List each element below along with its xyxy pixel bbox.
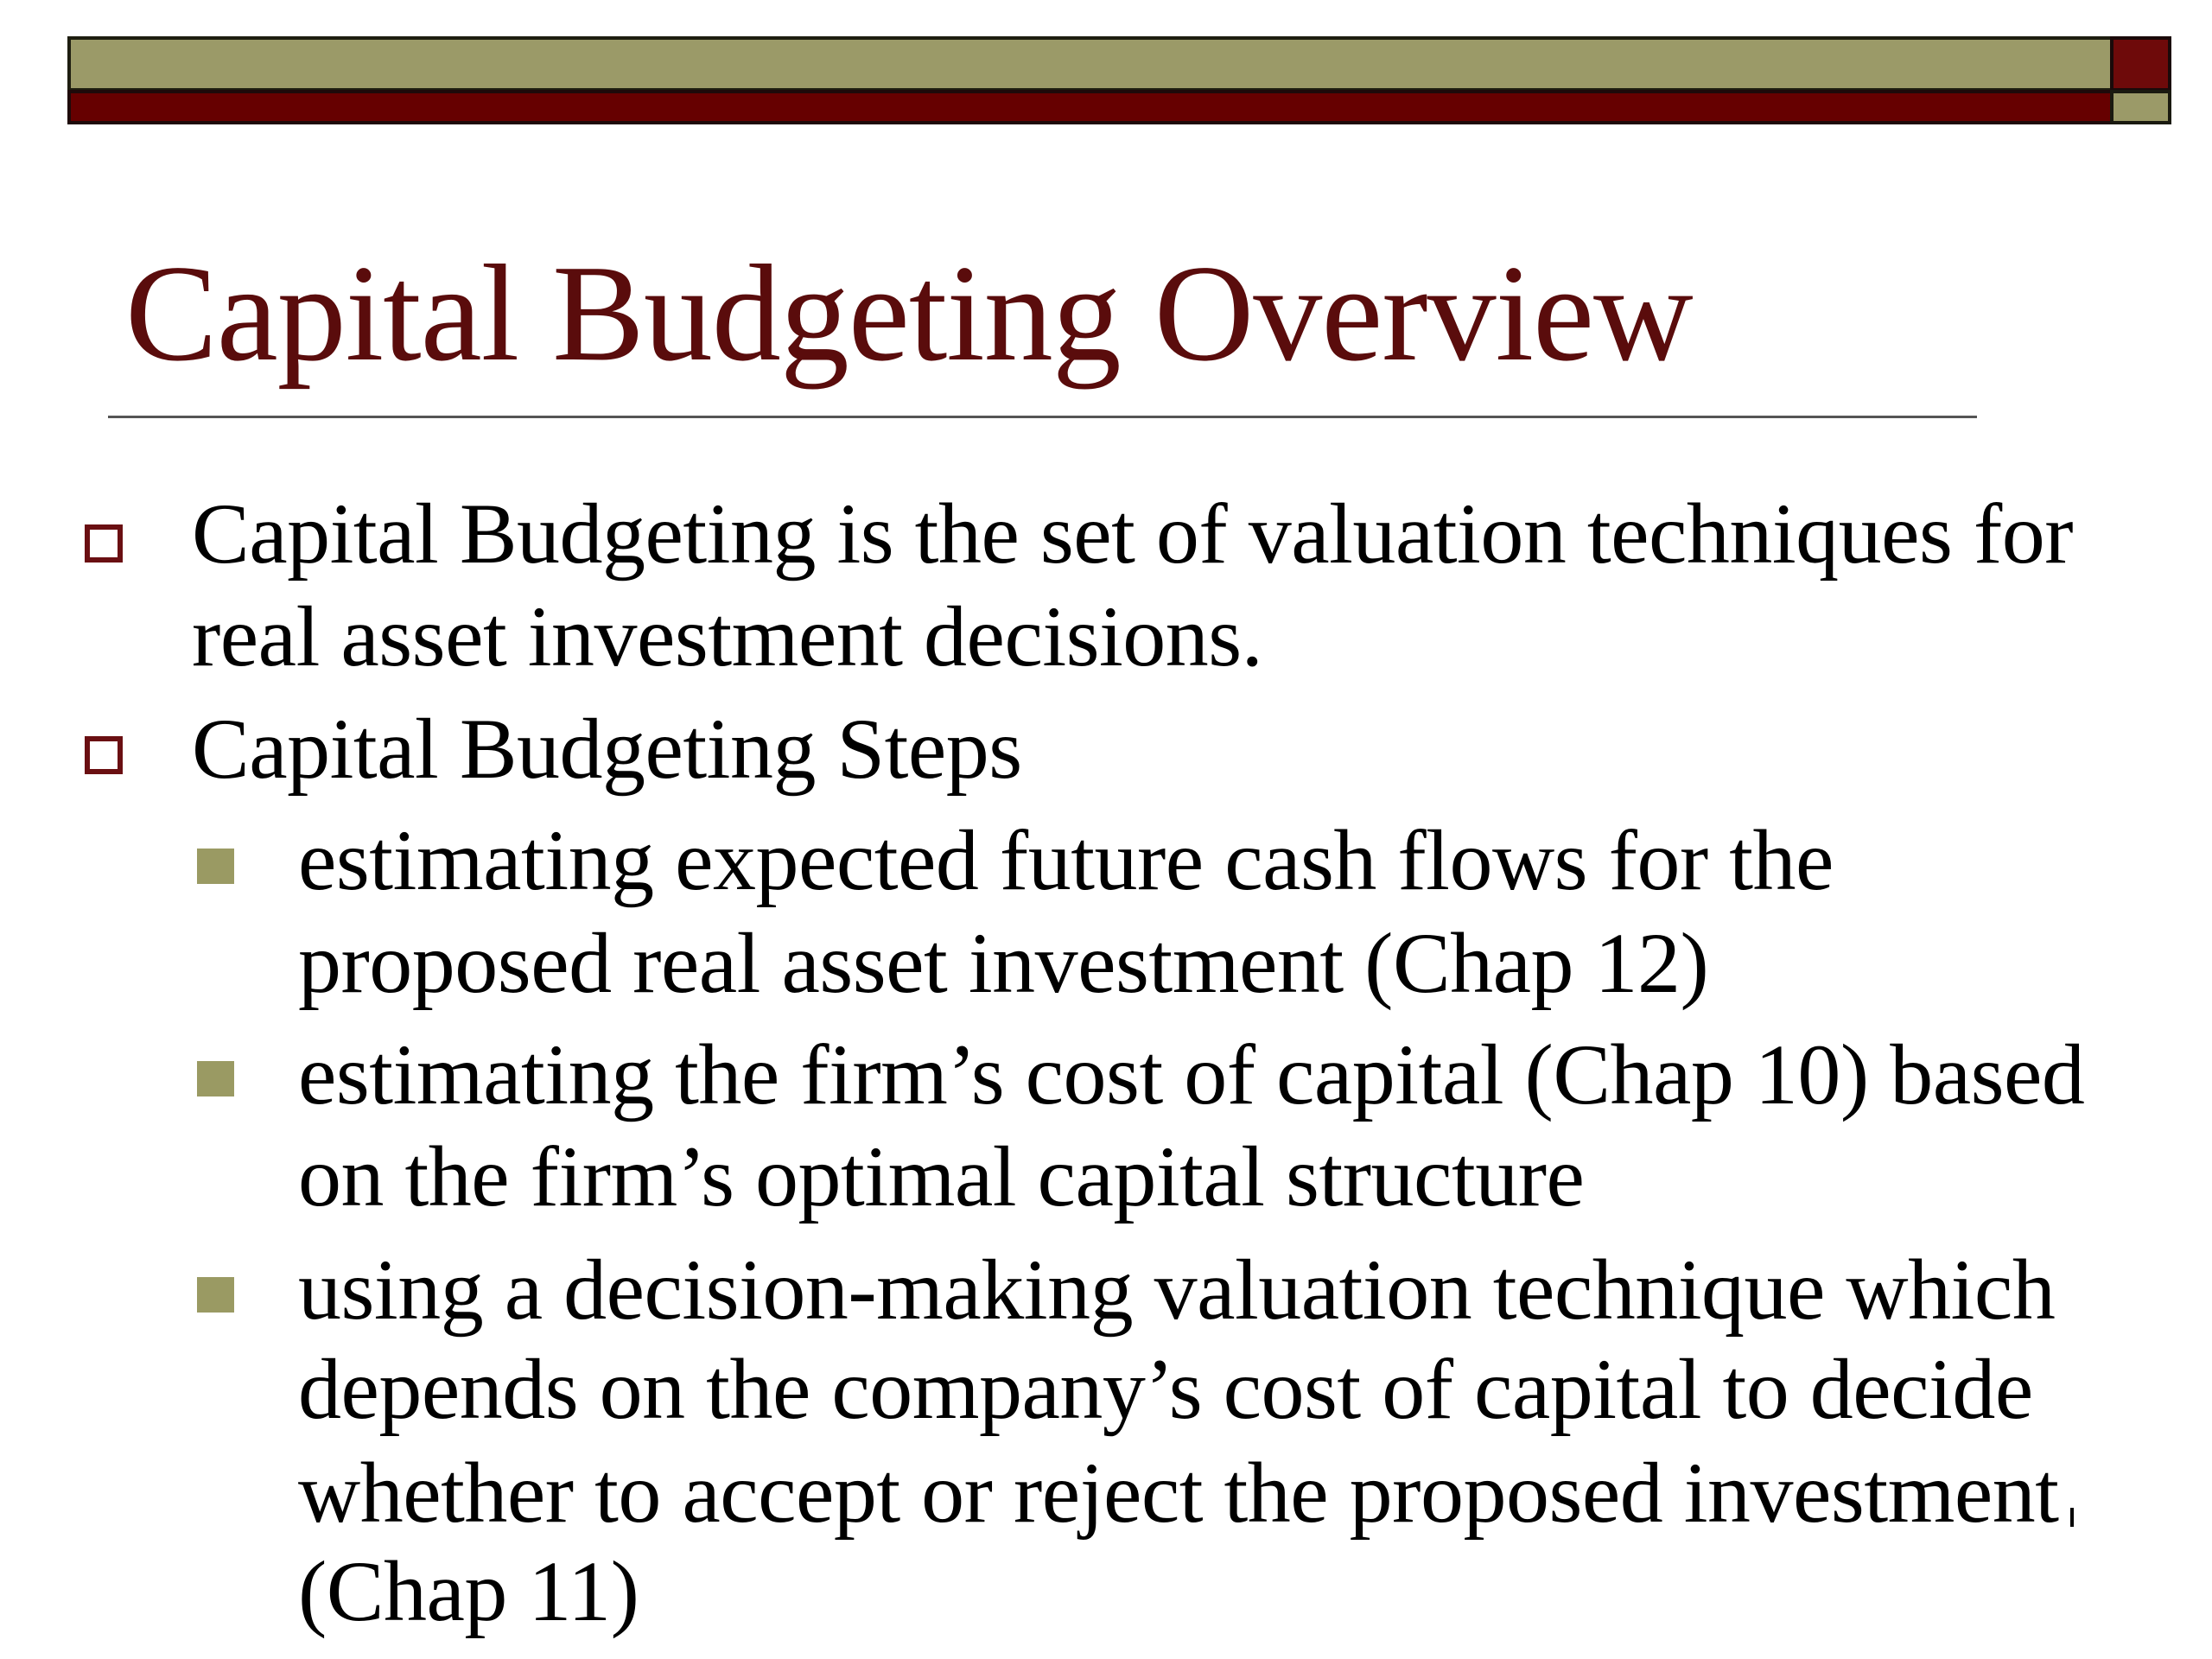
sub-bullet-2-line-2: on the firm’s optimal capital structure — [298, 1128, 1585, 1224]
hollow-square-bullet-icon — [85, 524, 123, 563]
header-corner-maroon-square — [2110, 36, 2171, 92]
bullet-2-line-1: Capital Budgeting Steps — [192, 701, 1022, 797]
header-bar-maroon-stripe — [67, 90, 2113, 124]
text-cursor-artifact-icon — [2070, 1508, 2074, 1527]
sub-bullet-1-line-1: estimating expected future cash flows for the — [298, 812, 1834, 908]
sub-bullet-1-line-2: proposed real asset investment (Chap 12) — [298, 915, 1709, 1011]
slide-title: Capital Budgeting Overview — [125, 236, 1693, 390]
sub-bullet-2-line-1: estimating the firm’s cost of capital (Chap 10) based — [298, 1027, 2085, 1122]
bullet-1-line-2: real asset investment decisions. — [192, 588, 1263, 684]
sub-bullet-3-line-3: whether to accept or reject the proposed investment — [298, 1445, 2059, 1541]
header-corner-olive-square — [2110, 90, 2171, 124]
sub-bullet-3-line-4: (Chap 11) — [298, 1543, 639, 1639]
filled-square-bullet-icon — [197, 849, 234, 884]
bullet-1-line-1: Capital Budgeting is the set of valuation techniques for — [192, 486, 2074, 582]
filled-square-bullet-icon — [197, 1061, 234, 1096]
header-decoration-bar — [67, 36, 2171, 124]
filled-square-bullet-icon — [197, 1277, 234, 1313]
sub-bullet-3-line-2: depends on the company’s cost of capital to decide — [298, 1341, 2033, 1437]
title-divider — [108, 416, 1977, 418]
header-bar-olive-stripe — [67, 36, 2113, 92]
sub-bullet-3-line-1: using a decision-making valuation technique which — [298, 1242, 2056, 1338]
hollow-square-bullet-icon — [85, 736, 123, 774]
